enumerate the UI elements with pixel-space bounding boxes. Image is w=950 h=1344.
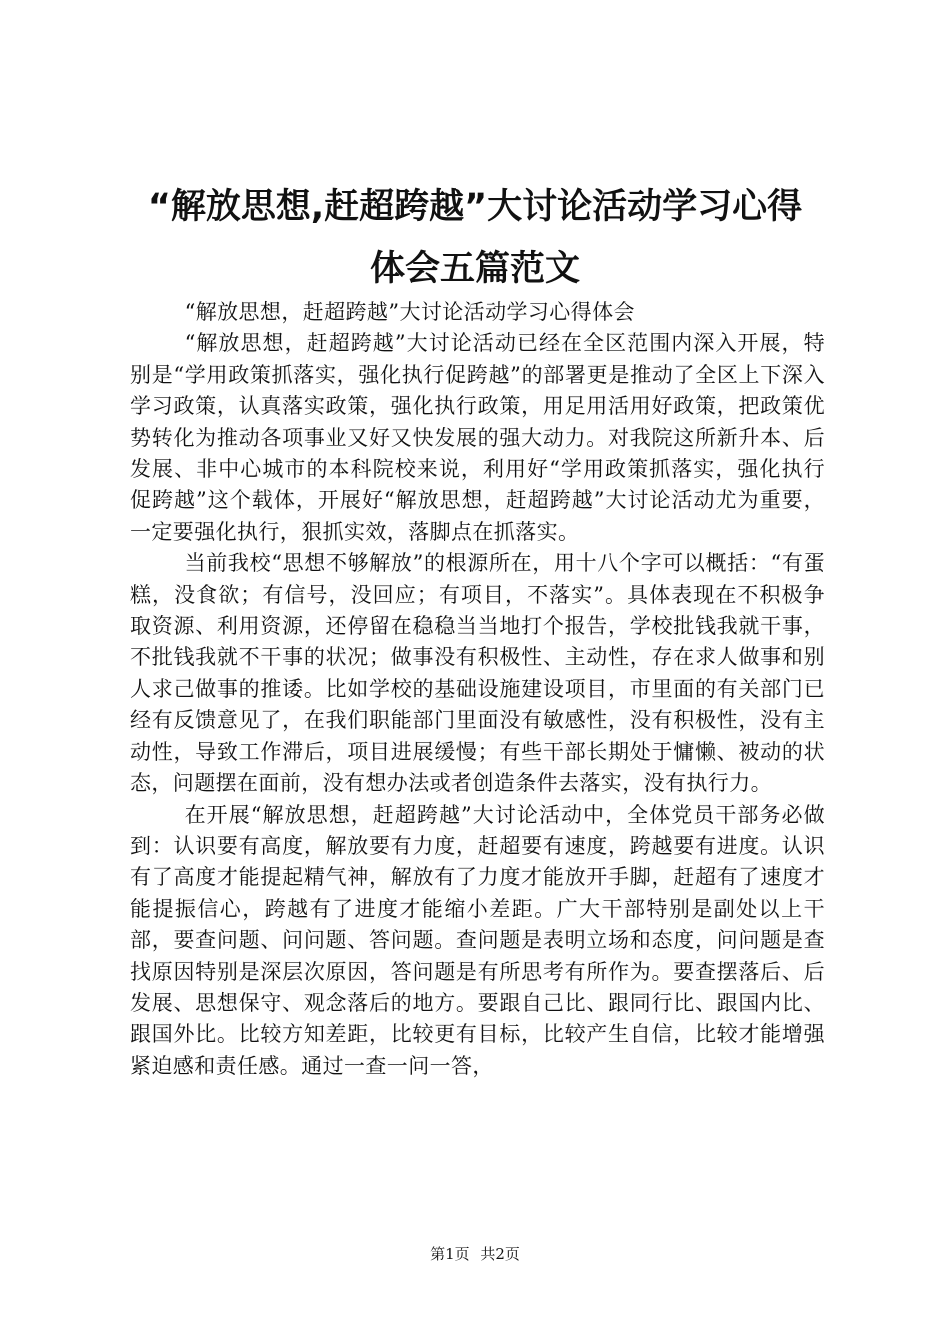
page-number-current: 第1页 (430, 1245, 470, 1263)
page-footer (0, 1244, 950, 1264)
document-title-line-2: 体会五篇范文 (369, 249, 580, 289)
page-number-total: 共2页 (480, 1245, 520, 1263)
paragraph-subtitle: “解放思想，赶超跨越”大讨论活动学习心得体会 (184, 300, 635, 324)
document-title-line-1: “解放思想,赶超跨越”大讨论活动学习心得 (147, 187, 803, 227)
paragraph-3: 在开展“解放思想，赶超跨越”大讨论活动中，全体党员干部务必做到：认识要有高度，解放要有力度，赶超要有速度，跨越要有进度。认识有了高度才能提起精气神，解放有了力度才能放开手脚，赶超有了速度才能提振信心，跨越有了进度才能缩小差距。广大干部特别是副处以上干部，要查问题、问问题、答问题。查问题是表明立场和态度，问问题是查找原因特别是深层次原因，答问题是有所思考有所作为。要查摆落后、后发展、思想保守、观念落后的地方。要跟自己比、跟同行比、跟国内比、跟国外比。比较方知差距，比较更有目标，比较产生自信，比较才能增强紧迫感和责任感。通过一查一问一答， (130, 802, 825, 1078)
paragraph-2: 当前我校“思想不够解放”的根源所在，用十八个字可以概括：“有蛋糕，没食欲；有信号，没回应；有项目，不落实”。具体表现在不积极争取资源、利用资源，还停留在稳稳当当地打个报告，学校批钱我就干事，不批钱我就不干事的状况；做事没有积极性、主动性，存在求人做事和别人求己做事的推诿。比如学校的基础设施建设项目，市里面的有关部门已经有反馈意见了，在我们职能部门里面没有敏感性，没有积极性，没有主动性，导致工作滞后，项目进展缓慢；有些干部长期处于慵懒、被动的状态，问题摆在面前，没有想办法或者创造条件去落实，没有执行力。 (130, 551, 825, 796)
document-body (130, 297, 825, 1082)
paragraph-1: “解放思想，赶超跨越”大讨论活动已经在全区范围内深入开展，特别是“学用政策抓落实，强化执行促跨越”的部署更是推动了全区上下深入学习政策，认真落实政策，强化执行政策，用足用活用好政策，把政策优势转化为推动各项事业又好又快发展的强大动力。对我院这所新升本、后发展、非中心城市的本科院校来说，利用好“学用政策抓落实，强化执行促跨越”这个载体，开展好“解放思想，赶超跨越”大讨论活动尤为重要，一定要强化执行，狠抓实效，落脚点在抓落实。 (130, 331, 825, 544)
